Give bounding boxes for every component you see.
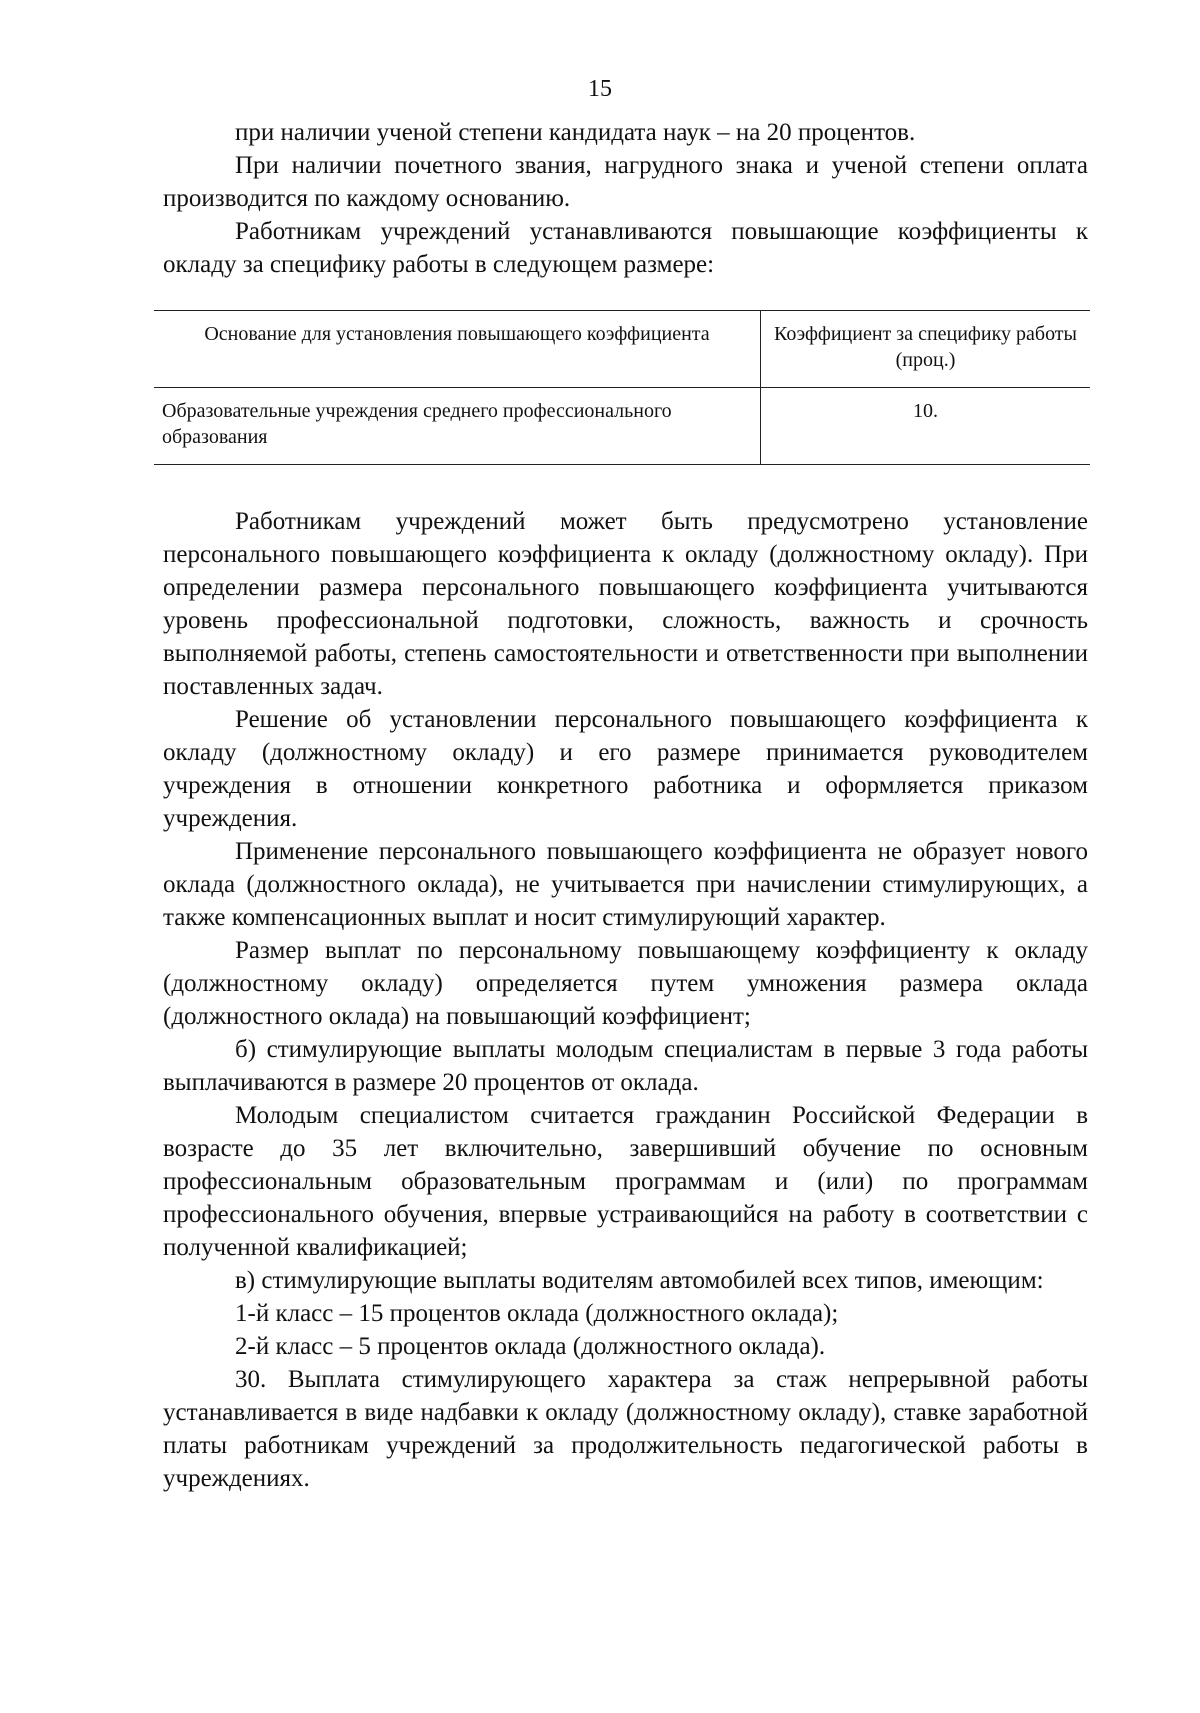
table-header-row <box>154 311 1090 388</box>
text-block-bottom <box>163 505 1088 1495</box>
paragraph: 2-й класс – 5 процентов оклада (должностного оклада). <box>235 1333 826 1360</box>
paragraph: Работникам учреждений может быть предусмотрено установление персонального повышающего коэффициента к окладу (должностному окладу). При определении размера персонального повышающего коэффициента учитываются уровень профессиональной подготовки, сложность, важность и срочность выполняемой работы, степень самостоятельности и ответственности при выполнении поставленных задач. <box>163 508 1088 700</box>
table-header-cell: Коэффициент за специфику работы (проц.) <box>761 311 1091 388</box>
paragraph: 1-й класс – 15 процентов оклада (должностного оклада); <box>235 1300 839 1327</box>
page-number: 15 <box>588 76 612 102</box>
paragraph: Молодым специалистом считается гражданин Российской Федерации в возрасте до 35 лет включительно, завершивший обучение по основным профессиональным образовательным программам и (или) по программам профессионального обучения, впервые устраивающийся на работу в соответствии с полученной квалификацией; <box>163 1102 1088 1261</box>
coefficient-table <box>154 310 1090 465</box>
paragraph: При наличии почетного звания, нагрудного знака и ученой степени оплата производится по каждому основанию. <box>163 152 1088 212</box>
paragraph: Работникам учреждений устанавливаются повышающие коэффициенты к окладу за специфику работы в следующем размере: <box>163 218 1088 278</box>
table-header-cell: Основание для установления повышающего коэффициента <box>154 311 761 388</box>
table-cell: 10. <box>761 388 1091 465</box>
paragraph: Размер выплат по персональному повышающему коэффициенту к окладу (должностному окладу) определяется путем умножения размера оклада (должностного оклада) на повышающий коэффициент; <box>163 937 1088 1030</box>
table-row <box>154 388 1090 465</box>
paragraph: б) стимулирующие выплаты молодым специалистам в первые 3 года работы выплачиваются в размере 20 процентов от оклада. <box>163 1036 1088 1096</box>
text-block-top <box>163 116 1088 281</box>
paragraph: 30. Выплата стимулирующего характера за стаж непрерывной работы устанавливается в виде надбавки к окладу (должностному окладу), ставке заработной платы работникам учреждений за продолжительность педагогической работы в учреждениях. <box>163 1366 1088 1492</box>
paragraph: при наличии ученой степени кандидата наук – на 20 процентов. <box>235 119 916 146</box>
paragraph: Решение об установлении персонального повышающего коэффициента к окладу (должностному окладу) и его размере принимается руководителем учреждения в отношении конкретного работника и оформляется приказом учреждения. <box>163 706 1088 832</box>
table-cell: Образовательные учреждения среднего профессионального образования <box>154 388 761 465</box>
paragraph: в) стимулирующие выплаты водителям автомобилей всех типов, имеющим: <box>235 1267 1044 1294</box>
paragraph: Применение персонального повышающего коэффициента не образует нового оклада (должностного оклада), не учитывается при начислении стимулирующих, а также компенсационных выплат и носит стимулирующий характер. <box>163 838 1088 931</box>
